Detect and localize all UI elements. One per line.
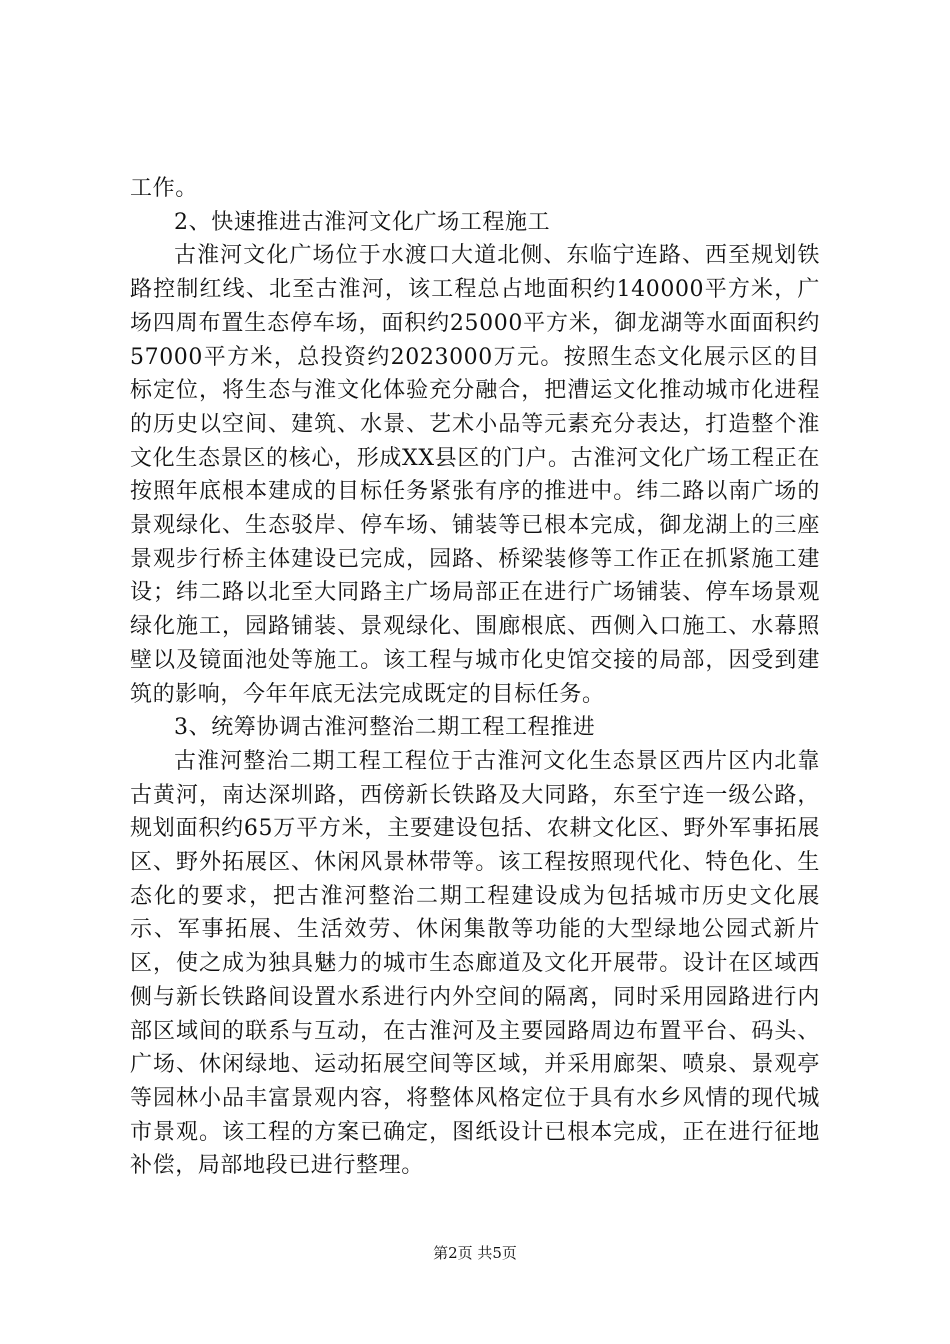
document-body: [130, 172, 820, 1183]
page-number-footer: 第2页 共5页: [433, 1244, 517, 1262]
section-heading-2: 2、快速推进古淮河文化广场工程施工: [174, 209, 551, 235]
paragraph-phase-two: 古淮河整治二期工程工程位于古淮河文化生态景区西片区内北靠古黄河，南达深圳路，西傍新长铁路及大同路，东至宁连一级公路，规划面积约65万平方米，主要建设包括、农耕文化区、野外军事拓展区、野外拓展区、休闲风景林带等。该工程按照现代化、特色化、生态化的要求，把古淮河整治二期工程建设成为包括城市历史文化展示、军事拓展、生活效劳、休闲集散等功能的大型绿地公园式新片区，使之成为独具魅力的城市生态廊道及文化开展带。设计在区域西侧与新长铁路间设置水系进行内外空间的隔离，同时采用园路进行内部区域间的联系与互动，在古淮河及主要园路周边布置平台、码头、广场、休闲绿地、运动拓展空间等区域，并采用廊架、喷泉、景观亭等园林小品丰富景观内容，将整体风格定位于具有水乡风情的现代城市景观。该工程的方案已确定，图纸设计已根本完成，正在进行征地补偿，局部地段已进行整理。: [130, 748, 820, 1179]
section-heading-3: 3、统筹协调古淮河整治二期工程工程推进: [174, 715, 596, 741]
paragraph-cultural-plaza: 古淮河文化广场位于水渡口大道北侧、东临宁连路、西至规划铁路控制红线、北至古淮河，该工程总占地面积约140000平方米，广场四周布置生态停车场，面积约25000平方米，御龙湖等水面面积约57000平方米，总投资约2023000万元。按照生态文化展示区的目标定位，将生态与淮文化体验充分融合，把漕运文化推动城市化进程的历史以空间、建筑、水景、艺术小品等元素充分表达，打造整个淮文化生态景区的核心，形成XX县区的门户。古淮河文化广场工程正在按照年底根本建成的目标任务紧张有序的推进中。纬二路以南广场的景观绿化、生态驳岸、停车场、铺装等已根本完成，御龙湖上的三座景观步行桥主体建设已完成，园路、桥梁装修等工作正在抓紧施工建设；纬二路以北至大同路主广场局部正在进行广场铺装、停车场景观绿化施工，园路铺装、景观绿化、围廊根底、西侧入口施工、水幕照壁以及镜面池处等施工。该工程与城市化史馆交接的局部，因受到建筑的影响，今年年底无法完成既定的目标任务。: [130, 243, 820, 707]
paragraph-continuation: 工作。: [130, 176, 198, 201]
